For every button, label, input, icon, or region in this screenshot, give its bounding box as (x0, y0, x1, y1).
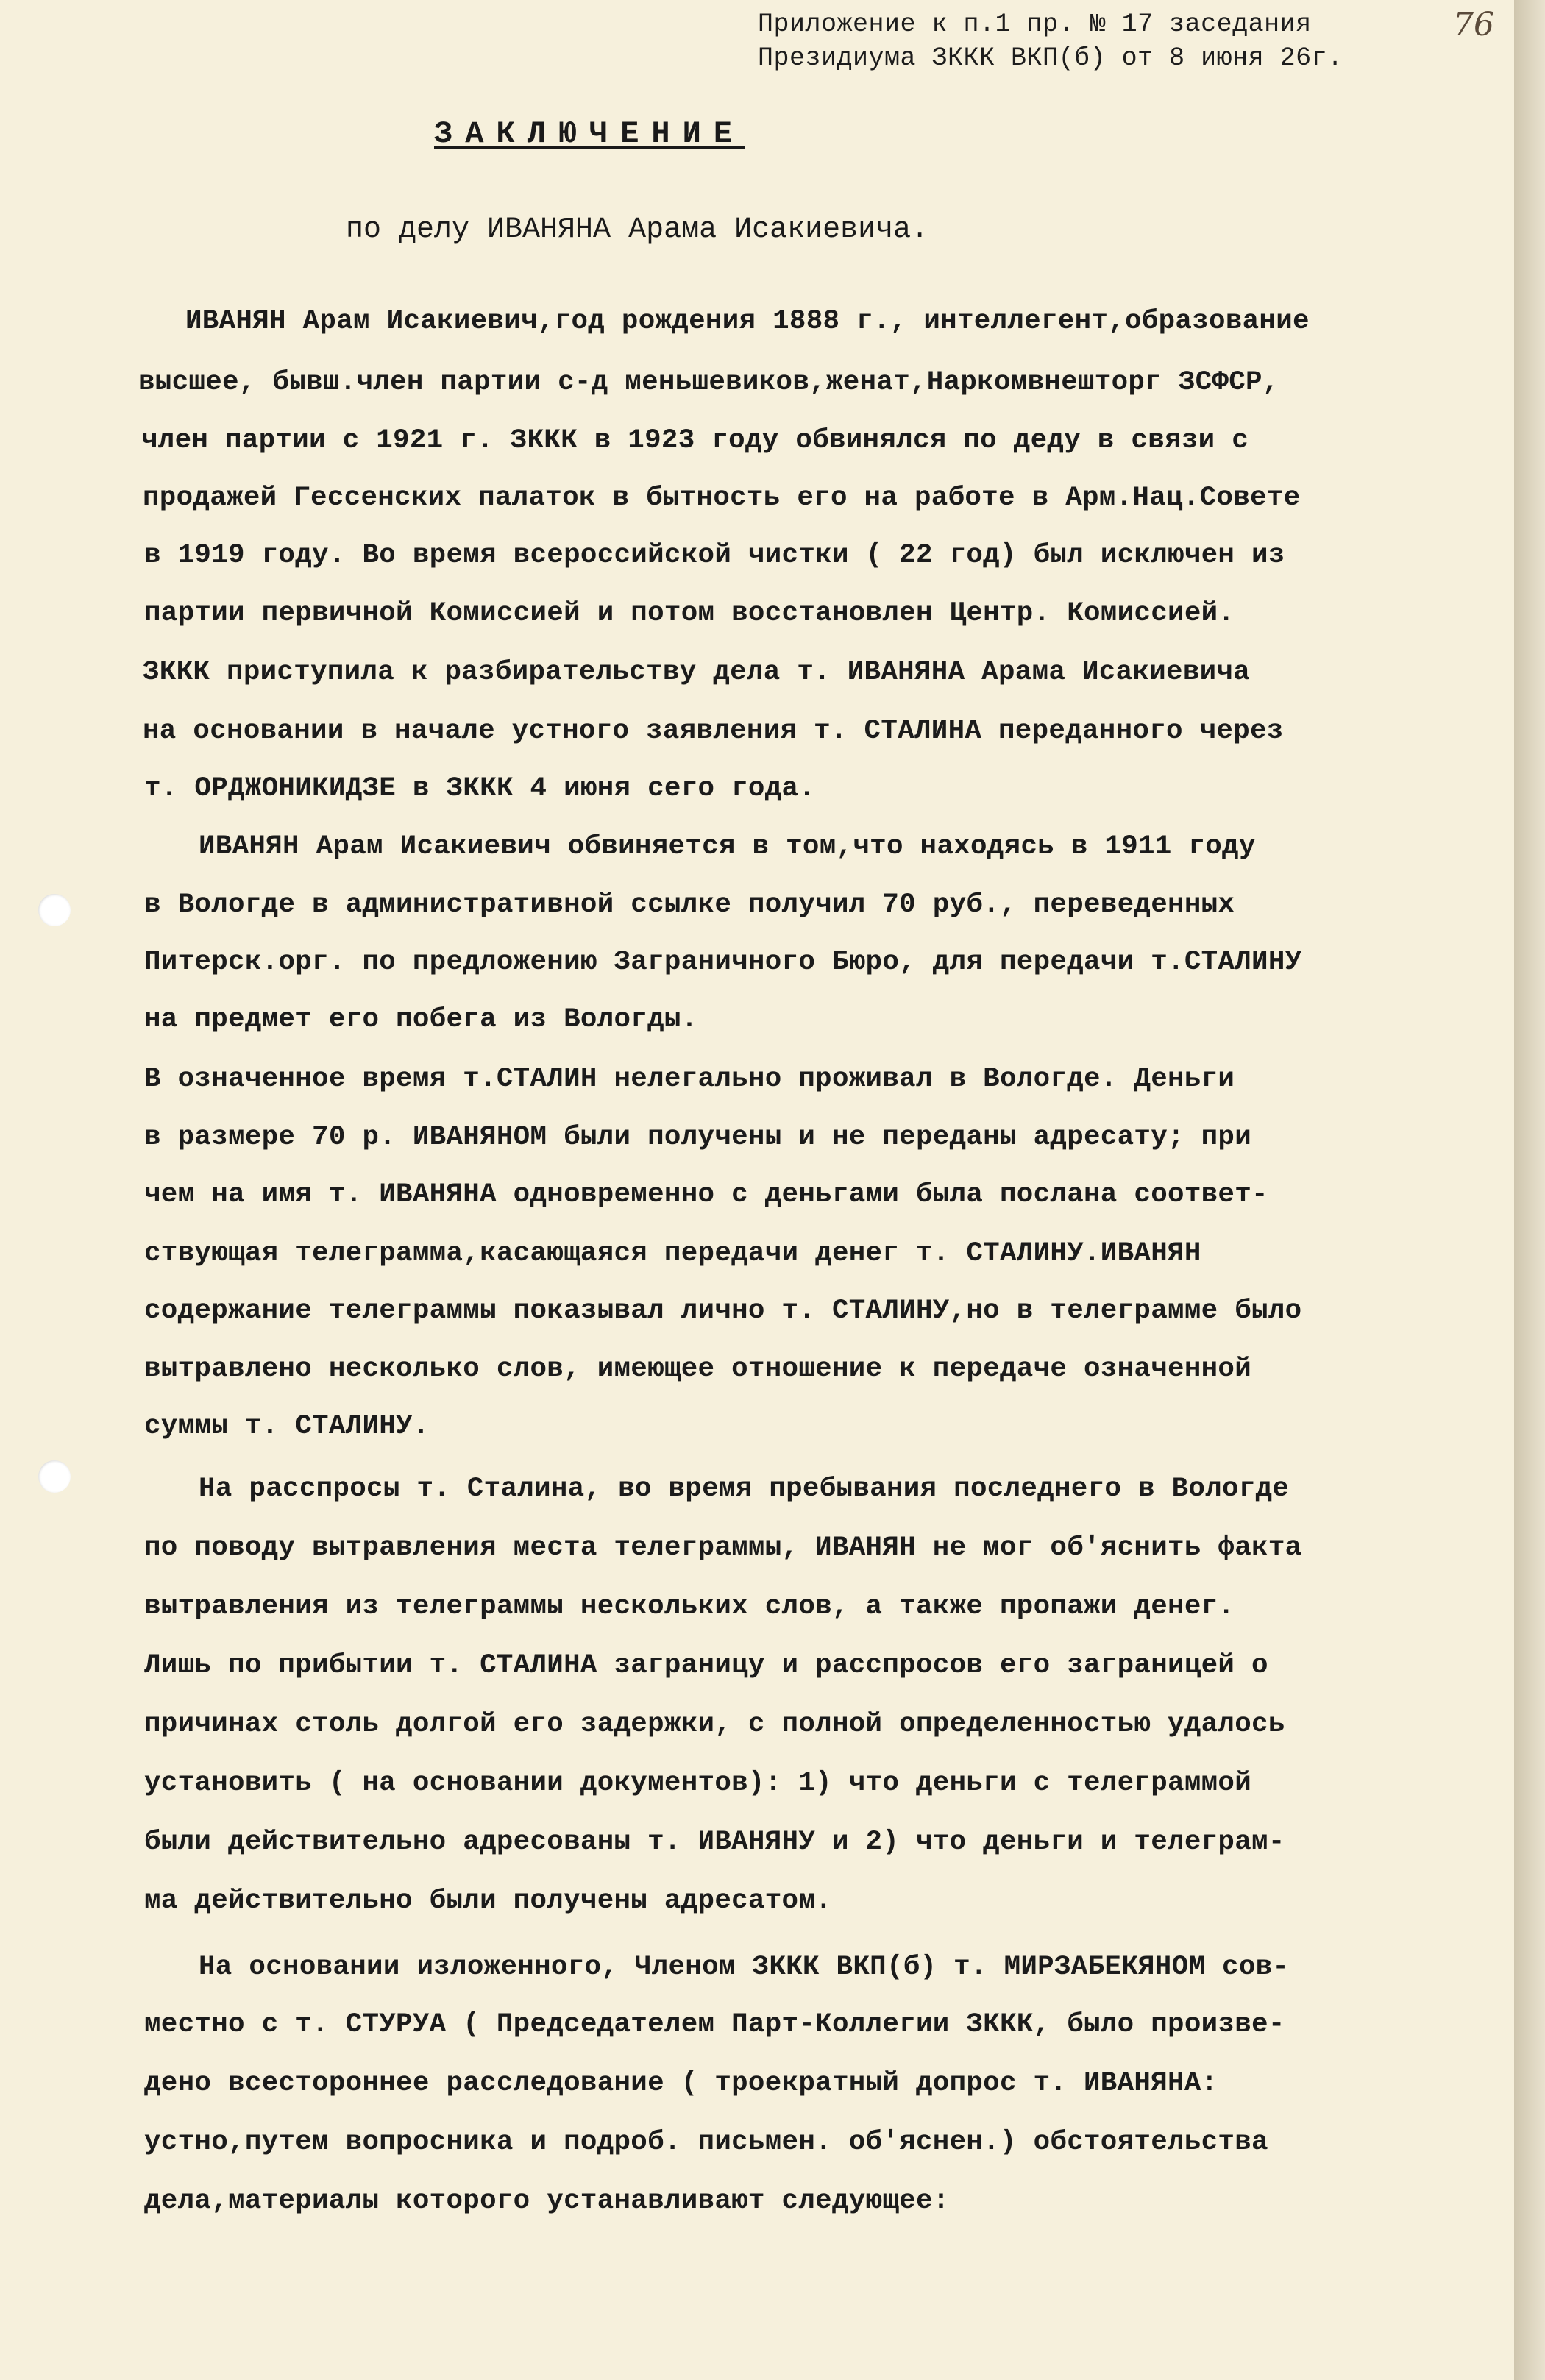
document-title: ЗАКЛЮЧЕНИЕ (434, 116, 745, 152)
body-line: по поводу вытравления места телеграммы, ИВАНЯН не мог об'яснить факта (144, 1532, 1302, 1563)
body-line: Питерск.орг. по предложению Заграничного Бюро, для передачи т.СТАЛИНУ (144, 947, 1302, 978)
body-line: продажей Гессенских палаток в бытность его на работе в Арм.Нац.Совете (143, 483, 1301, 514)
body-line: дела,материалы которого устанавливают следующее: (144, 2186, 950, 2217)
body-line: причинах столь долгой его задержки, с полной определенностью удалось (144, 1709, 1285, 1740)
punch-hole (38, 894, 71, 926)
body-line: на предмет его побега из Вологды. (144, 1004, 698, 1035)
body-line: ИВАНЯН Арам Исакиевич,год рождения 1888 г., интеллегент,образование (185, 306, 1310, 337)
page-edge-shadow (1514, 0, 1545, 2380)
body-line: установить ( на основании документов): 1) что деньги с телеграммой (144, 1768, 1252, 1799)
body-line: дено всестороннее расследование ( троекратный допрос т. ИВАНЯНА: (144, 2068, 1218, 2099)
body-line: вытравления из телеграммы нескольких слов, а также пропажи денег. (144, 1591, 1235, 1622)
body-line: член партии с 1921 г. ЗККК в 1923 году обвинялся по деду в связи с (141, 425, 1249, 456)
body-line: ствующая телеграмма,касающаяся передачи денег т. СТАЛИНУ.ИВАНЯН (144, 1238, 1201, 1269)
header-note (758, 7, 1343, 75)
header-line-1: Приложение к п.1 пр. № 17 заседания (758, 10, 1312, 39)
body-line: вытравлено несколько слов, имеющее отношение к передаче означенной (144, 1354, 1252, 1385)
body-line: на основании в начале устного заявления т. СТАЛИНА переданного через (143, 716, 1284, 747)
body-line: партии первичной Комиссией и потом восстановлен Центр. Комиссией. (144, 598, 1235, 629)
body-line: были действительно адресованы т. ИВАНЯНУ и 2) что деньги и телеграм- (144, 1827, 1285, 1858)
body-line: местно с т. СТУРУА ( Председателем Парт-Коллегии ЗККК, было произве- (144, 2009, 1285, 2040)
body-line: Лишь по прибытии т. СТАЛИНА заграницу и расспросов его заграницей о (144, 1650, 1268, 1681)
body-line: На расспросы т. Сталина, во время пребывания последнего в Вологде (199, 1474, 1290, 1505)
body-line: в 1919 году. Во время всероссийской чистки ( 22 год) был исключен из (144, 540, 1285, 571)
body-line: В означенное время т.СТАЛИН нелегально проживал в Вологде. Деньги (144, 1064, 1235, 1095)
body-line: содержание телеграммы показывал лично т. СТАЛИНУ,но в телеграмме было (144, 1296, 1302, 1326)
body-line: устно,путем вопросника и подроб. письмен. об'яснен.) обстоятельства (144, 2127, 1268, 2158)
body-line: ИВАНЯН Арам Исакиевич обвиняется в том,что находясь в 1911 году (199, 831, 1256, 862)
document-subtitle: по делу ИВАНЯНА Арама Исакиевича. (346, 213, 929, 246)
body-line: суммы т. СТАЛИНУ. (144, 1411, 430, 1442)
body-line: ЗККК приступила к разбирательству дела т. ИВАНЯНА Арама Исакиевича (143, 657, 1251, 688)
handwritten-page-number: 76 (1453, 6, 1494, 43)
body-line: ма действительно были получены адресатом. (144, 1886, 832, 1917)
body-line: в Вологде в административной ссылке получил 70 руб., переведенных (144, 889, 1235, 920)
body-line: в размере 70 р. ИВАНЯНОМ были получены и не переданы адресату; при (144, 1122, 1252, 1153)
body-line: высшее, бывш.член партии с-д меньшевиков,женат,Наркомвнешторг ЗСФСР, (138, 367, 1279, 398)
header-line-2: Президиума ЗККК ВКП(б) от 8 июня 26г. (758, 43, 1343, 73)
punch-hole (38, 1460, 71, 1493)
body-line: На основании изложенного, Членом ЗККК ВКП(б) т. МИРЗАБЕКЯНОМ сов- (199, 1952, 1290, 1983)
body-line: чем на имя т. ИВАНЯНА одновременно с деньгами была послана соответ- (144, 1179, 1268, 1210)
body-line: т. ОРДЖОНИКИДЗЕ в ЗККК 4 июня сего года. (144, 773, 816, 804)
